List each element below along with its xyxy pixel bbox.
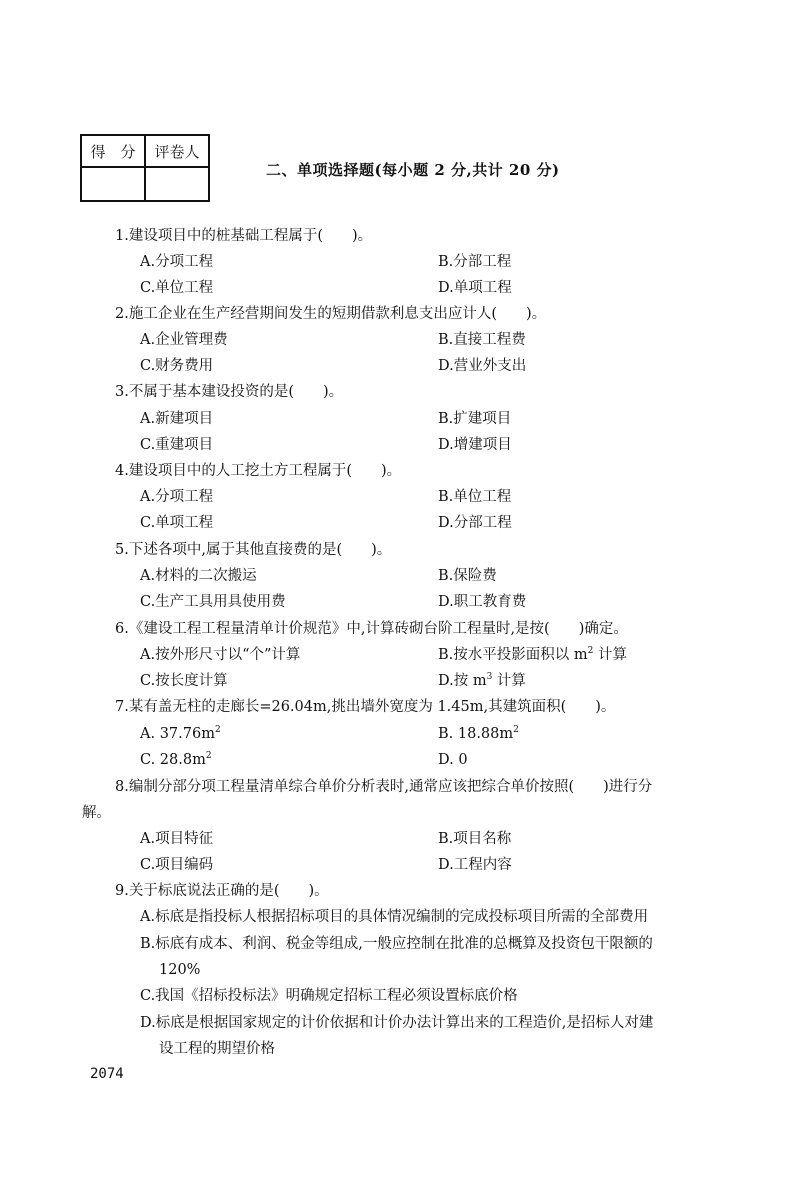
question-6-option-d-exponent: 3 <box>486 672 493 683</box>
question-8-option-a[interactable]: A.项目特征 <box>140 831 214 847</box>
question-5-option-b[interactable]: B.保险费 <box>438 568 497 584</box>
question-9-option-b-continued: 120% <box>159 962 201 978</box>
question-8-stem: 8.编制分部分项工程量清单综合单价分析表时,通常应该把综合单价按照( )进行分 <box>115 779 653 795</box>
question-5-stem: 5.下述各项中,属于其他直接费的是( )。 <box>115 542 392 558</box>
question-7-option-b[interactable] <box>438 724 519 744</box>
question-4-option-a[interactable]: A.分项工程 <box>140 489 214 505</box>
page-number: 2074 <box>90 1066 124 1082</box>
question-7-option-c[interactable] <box>140 750 212 770</box>
question-4-stem: 4.建设项目中的人工挖土方工程属于( )。 <box>115 463 402 479</box>
question-9-stem: 9.关于标底说法正确的是( )。 <box>115 883 329 899</box>
question-2-option-c[interactable]: C.财务费用 <box>140 358 214 374</box>
question-7-option-b-exponent: 2 <box>513 725 519 736</box>
question-6-option-b-text: B.按水平投影面积以 m <box>438 647 588 663</box>
question-3-option-d[interactable]: D.增建项目 <box>438 437 512 453</box>
question-2-option-b[interactable]: B.直接工程费 <box>438 332 526 348</box>
question-3-option-b[interactable]: B.扩建项目 <box>438 411 512 427</box>
question-5-option-a[interactable]: A.材料的二次搬运 <box>140 568 257 584</box>
question-1-option-d[interactable]: D.单项工程 <box>438 280 512 296</box>
question-6-stem: 6.《建设工程工程量清单计价规范》中,计算砖砌台阶工程量时,是按( )确定。 <box>115 621 628 637</box>
question-6-option-b-exponent: 2 <box>587 646 594 657</box>
question-1-option-b[interactable]: B.分部工程 <box>438 254 512 270</box>
question-5-option-c[interactable]: C.生产工具用具使用费 <box>140 594 286 610</box>
question-6-option-a[interactable]: A.按外形尺寸以“个”计算 <box>140 647 301 663</box>
grader-cell[interactable] <box>145 167 209 201</box>
question-6-option-d-text: D.按 m <box>438 673 487 689</box>
question-3-option-c[interactable]: C.重建项目 <box>140 437 214 453</box>
question-9-option-b[interactable]: B.标底有成本、利润、税金等组成,一般应控制在批准的总概算及投资包干限额的 <box>140 936 653 952</box>
question-7-option-c-text: C. 28.8m <box>140 752 206 768</box>
question-7-option-d[interactable]: D. 0 <box>438 752 468 768</box>
question-7-option-a-exponent: 2 <box>214 725 221 736</box>
question-1-option-a[interactable]: A.分项工程 <box>140 254 214 270</box>
question-9-option-d-continued: 设工程的期望价格 <box>159 1041 275 1057</box>
question-4-option-c[interactable]: C.单项工程 <box>140 515 214 531</box>
question-1-option-c[interactable]: C.单位工程 <box>140 280 214 296</box>
question-3-option-a[interactable]: A.新建项目 <box>140 411 214 427</box>
question-6-option-b-tail: 计算 <box>593 647 627 663</box>
question-8-option-d[interactable]: D.工程内容 <box>438 857 512 873</box>
question-1-stem: 1.建设项目中的桩基础工程属于( )。 <box>115 228 373 244</box>
question-9-option-d[interactable]: D.标底是根据国家规定的计价依据和计价办法计算出来的工程造价,是招标人对建 <box>140 1015 654 1031</box>
question-6-option-d-tail: 计算 <box>492 673 526 689</box>
score-box <box>80 134 210 202</box>
question-6-option-d[interactable] <box>438 671 526 691</box>
question-6-option-b[interactable] <box>438 645 627 665</box>
question-6-option-c[interactable]: C.按长度计算 <box>140 673 228 689</box>
question-4-option-b[interactable]: B.单位工程 <box>438 489 512 505</box>
question-2-option-a[interactable]: A.企业管理费 <box>140 332 228 348</box>
question-3-stem: 3.不属于基本建设投资的是( )。 <box>115 384 344 400</box>
question-7-option-a-text: A. 37.76m <box>140 726 215 742</box>
question-9-option-c[interactable]: C.我国《招标投标法》明确规定招标工程必须设置标底价格 <box>140 988 518 1004</box>
question-4-option-d[interactable]: D.分部工程 <box>438 515 512 531</box>
question-5-option-d[interactable]: D.职工教育费 <box>438 594 527 610</box>
question-8-stem-continued: 解。 <box>82 805 111 821</box>
question-7-stem: 7.某有盖无柱的走廊长=26.04m,挑出墙外宽度为 1.45m,其建筑面积( )。 <box>115 699 616 715</box>
question-9-option-a[interactable]: A.标底是指投标人根据招标项目的具体情况编制的完成投标项目所需的全部费用 <box>140 909 649 925</box>
question-7-option-a[interactable] <box>140 724 221 744</box>
question-2-stem: 2.施工企业在生产经营期间发生的短期借款利息支出应计人( )。 <box>115 306 547 322</box>
question-7-option-c-exponent: 2 <box>205 751 212 762</box>
question-2-option-d[interactable]: D.营业外支出 <box>438 358 527 374</box>
score-label: 得 分 <box>81 135 145 167</box>
grader-label: 评卷人 <box>145 135 209 167</box>
score-cell[interactable] <box>81 167 145 201</box>
question-8-option-c[interactable]: C.项目编码 <box>140 857 214 873</box>
question-7-option-b-text: B. 18.88m <box>438 726 514 742</box>
question-8-option-b[interactable]: B.项目名称 <box>438 831 512 847</box>
section-title: 二、单项选择题(每小题 2 分,共计 20 分) <box>266 161 560 179</box>
